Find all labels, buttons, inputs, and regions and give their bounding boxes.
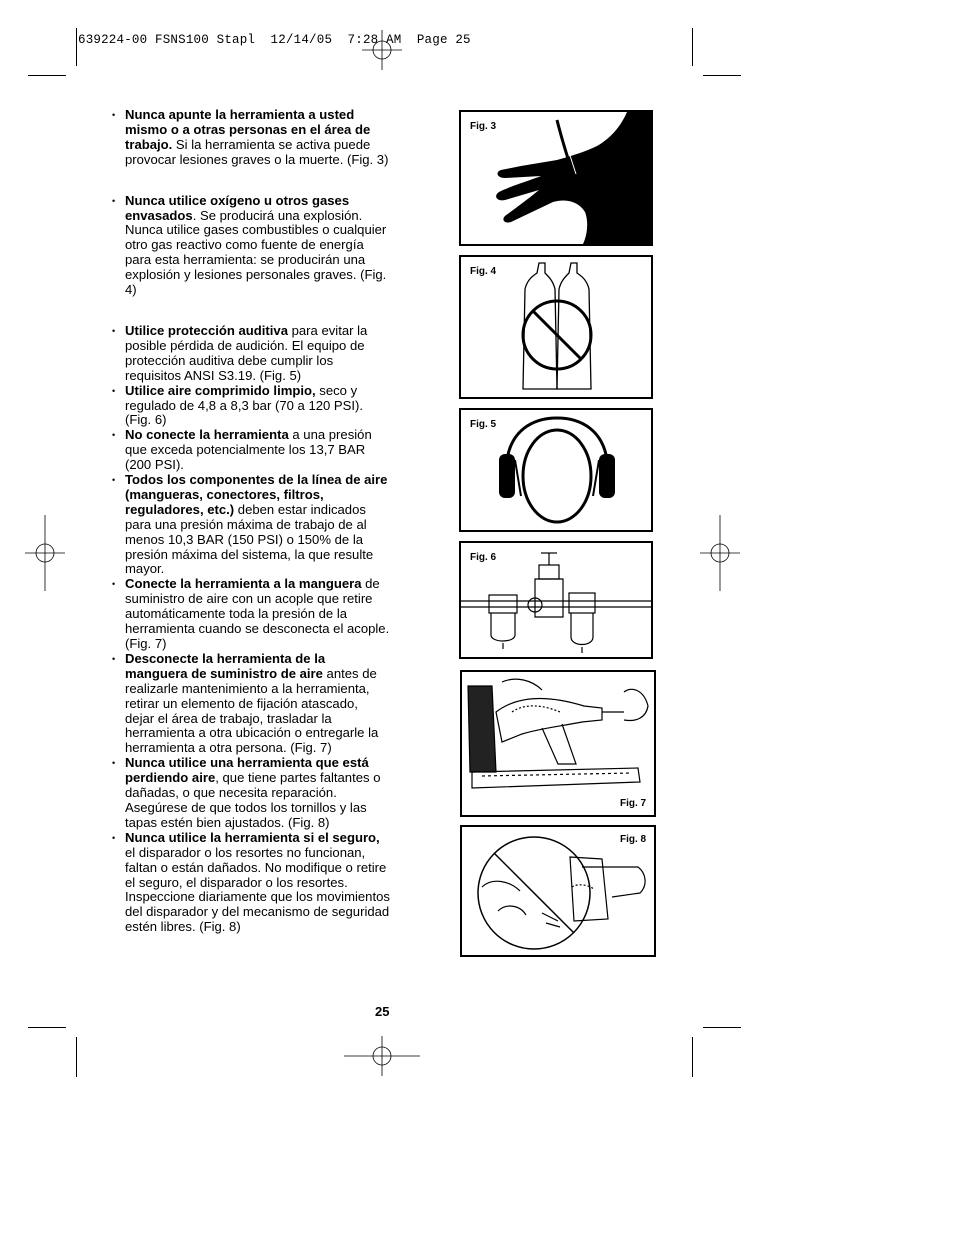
crop-mark xyxy=(28,75,66,76)
figure-6 xyxy=(459,541,653,659)
list-item: • Nunca utilice oxígeno u otros gases envasados. Se producirá una explosión. Nunca utilice gases combustibles o cualquier otro gas reactivo como fuente de energía para esta herramienta: se producirán una explosión y lesiones personales graves. (Fig. 4) xyxy=(110,194,390,298)
gas-cylinders-illustration xyxy=(461,257,651,397)
list-item: • Todos los componentes de la línea de aire (mangueras, conectores, filtros, reguladores, etc.) deben estar indicados para una presión máxima de trabajo de al menos 10,3 BAR (150 PSI) o 150% de la presión máxima del sistema, la que resulte mayor. xyxy=(110,473,390,577)
list-item: • Conecte la herramienta a la manguera de suministro de aire con un acople que retire automáticamente toda la presión de la herramienta cuando se desconecta el acople. (Fig. 7) xyxy=(110,577,390,652)
list-item: • Utilice protección auditiva para evitar la posible pérdida de audición. El equipo de protección auditiva debe cumplir los requisitos ANSI S3.19. (Fig. 5) xyxy=(110,324,390,384)
figure-3 xyxy=(459,110,653,246)
crop-mark xyxy=(703,75,741,76)
safety-instructions xyxy=(110,108,390,935)
crop-mark xyxy=(692,28,693,66)
list-item: • Nunca utilice la herramienta si el seguro, el disparador o los resortes no funcionan, faltan o están dañados. No modifique o retire el seguro, el disparador o los resortes. Inspeccione diariamente que los movimientos del disparador y del mecanismo de seguridad estén libres. (Fig. 8) xyxy=(110,831,390,935)
stapler-disconnect-illustration xyxy=(462,672,654,815)
crop-mark xyxy=(76,28,77,66)
figure-label: Fig. 7 xyxy=(620,798,647,809)
registration-mark-right xyxy=(700,515,740,591)
hearing-protection-illustration xyxy=(461,410,651,530)
figure-label: Fig. 4 xyxy=(470,266,497,277)
air-line-components-illustration xyxy=(461,543,651,657)
figure-8 xyxy=(460,825,656,957)
registration-mark-top xyxy=(362,30,402,70)
figure-5 xyxy=(459,408,653,532)
list-item: • Desconecte la herramienta de la manguera de suministro de aire antes de realizarle mantenimiento a la herramienta, retirar un elemento de fijación atascado, dejar el área de trabajo, trasladar la herramienta a otra ubicación o entregarle la herramienta a otra persona. (Fig. 7) xyxy=(110,652,390,756)
registration-mark-left xyxy=(25,515,65,591)
figure-7 xyxy=(460,670,656,817)
page-number: 25 xyxy=(375,1004,390,1019)
crop-mark xyxy=(692,1037,693,1077)
figure-label: Fig. 3 xyxy=(470,121,497,132)
list-item: • Nunca utilice una herramienta que está perdiendo aire, que tiene partes faltantes o dañadas, o que necesita reparación. Asegúrese de que todos los tornillos y las tapas estén bien ajustados. (Fig. 8) xyxy=(110,756,390,831)
list-item: • No conecte la herramienta a una presión que exceda potencialmente los 13,7 BAR (200 PSI). xyxy=(110,428,390,473)
figure-label: Fig. 8 xyxy=(620,834,647,845)
crop-mark xyxy=(28,1027,66,1028)
figure-label: Fig. 5 xyxy=(470,419,497,430)
figure-4 xyxy=(459,255,653,399)
crop-mark xyxy=(703,1027,741,1028)
figure-label: Fig. 6 xyxy=(470,552,497,563)
list-item: • Nunca apunte la herramienta a usted mismo o a otras personas en el área de trabajo. Si la herramienta se activa puede provocar lesiones graves o la muerte. (Fig. 3) xyxy=(110,108,390,168)
damaged-tool-illustration xyxy=(462,827,654,955)
hand-illustration xyxy=(461,112,651,244)
print-slug: 639224-00 FSNS100 Stapl 12/14/05 7:28 AM Page 25 xyxy=(78,33,471,47)
crop-mark xyxy=(76,1037,77,1077)
list-item: • Utilice aire comprimido limpio, seco y regulado de 4,8 a 8,3 bar (70 a 120 PSI). (Fig. 6) xyxy=(110,384,390,429)
registration-mark-bottom xyxy=(344,1036,420,1076)
